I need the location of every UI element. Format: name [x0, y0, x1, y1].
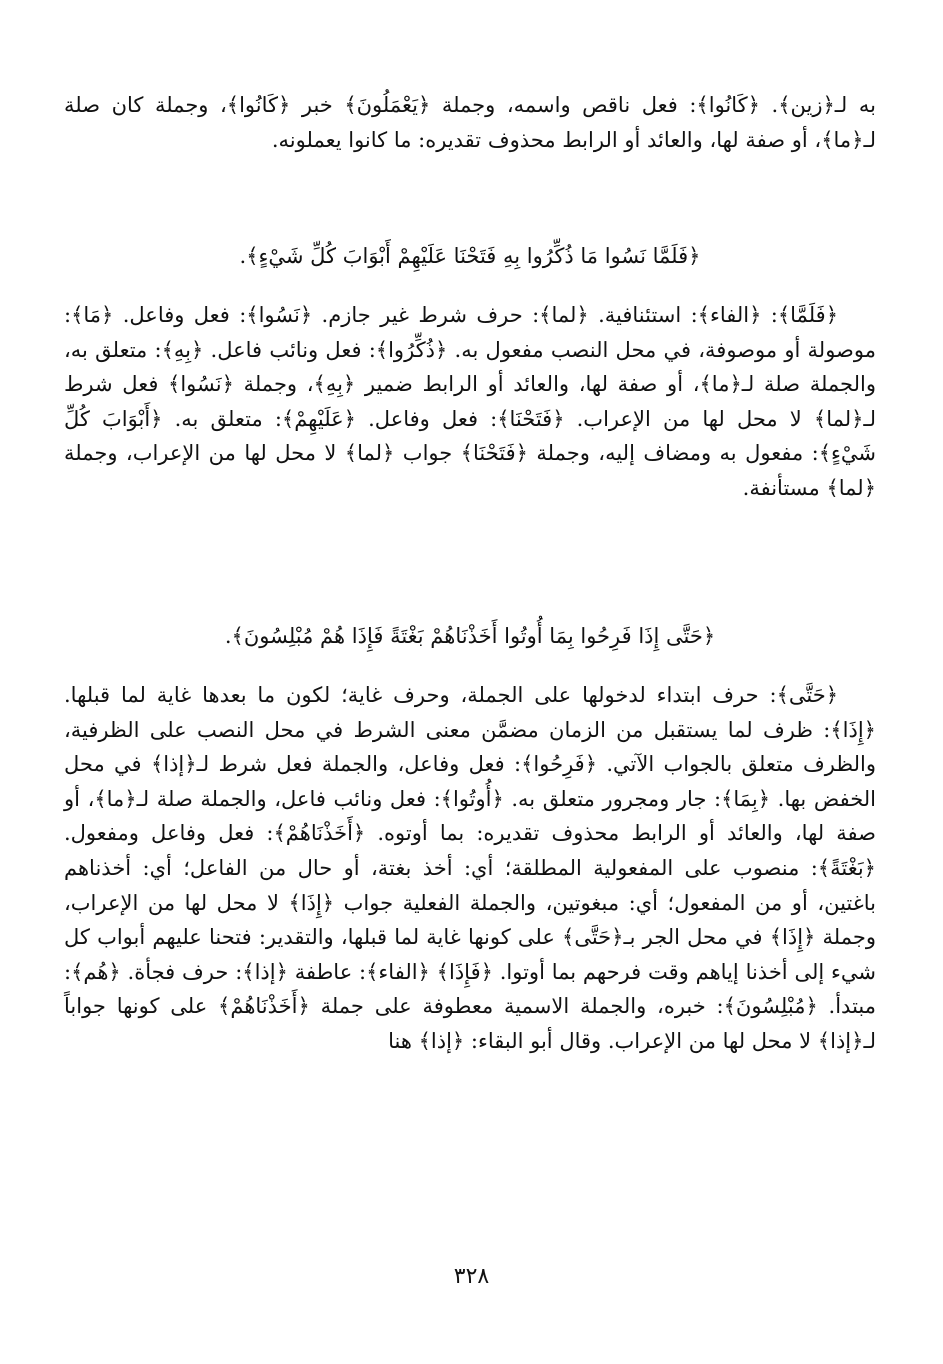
- paragraph-continuation: [64, 88, 876, 157]
- quran-verse-2: ﴿حَتَّى إِذَا فَرِحُوا بِمَا أُوتُوا أَخَذْنَاهُمْ بَغْتَةً فَإِذَا هُمْ مُبْلِسُونَ﴾.: [224, 624, 716, 648]
- paragraph-2: ﴿فَلَمَّا﴾: ﴿الفاء﴾: استئنافية. ﴿لما﴾: حرف شرط غير جازم. ﴿نَسُوا﴾: فعل وفاعل. ﴿مَا﴾: موصولة أو موصوفة، في محل النصب مفعول به. ﴿ذُكِّرُوا﴾: فعل ونائب فاعل. ﴿بِهِ﴾: متعلق به، والجملة صلة لـ﴿ما﴾، أو صفة لها، والعائد أو الرابط ضمير ﴿بِهِ﴾، وجملة ﴿نَسُوا﴾ فعل شرط لـ﴿لما﴾ لا محل لها من الإعراب. ﴿فَتَحْنَا﴾: فعل وفاعل. ﴿عَلَيْهِمْ﴾: متعلق به. ﴿أَبْوَابَ كُلِّ شَيْءٍ﴾: مفعول به ومضاف إليه، وجملة ﴿فَتَحْنَا﴾ جواب ﴿لما﴾ لا محل لها من الإعراب، وجملة ﴿لما﴾ مستأنفة.: [64, 303, 876, 500]
- paragraph-3: ﴿حَتَّى﴾: حرف ابتداء لدخولها على الجملة، وحرف غاية؛ لكون ما بعدها غاية لما قبلها. ﴿إِذَا﴾: ظرف لما يستقبل من الزمان مضمَّن معنى الشرط في محل النصب على الظرفية، والظرف متعلق بالجواب الآتي. ﴿فَرِحُوا﴾: فعل وفاعل، والجملة فعل شرط لـ﴿إذا﴾ في محل الخفض بها. ﴿بِمَا﴾: جار ومجرور متعلق به. ﴿أُوتُوا﴾: فعل ونائب فاعل، والجملة صلة لـ﴿ما﴾، أو صفة لها، والعائد أو الرابط محذوف تقديره: بما أوتوه. ﴿أَخَذْنَاهُمْ﴾: فعل وفاعل ومفعول. ﴿بَغْتَةً﴾: منصوب على المفعولية المطلقة؛ أي: أخذ بغتة، أو حال من الفاعل؛ أي: أخذناهم باغتين، أو من المفعول؛ أي: مبغوتين، والجملة الفعلية جواب ﴿إِذَا﴾ لا محل لها من الإعراب، وجملة ﴿إِذَا﴾ في محل الجر بـ﴿حَتَّى﴾ على كونها غاية لما قبلها، والتقدير: فتحنا عليهم أبواب كل شيء إلى أخذنا إياهم وقت فرحهم بما أوتوا. ﴿فَإِذَا﴾ ﴿الفاء﴾: عاطفة ﴿إذا﴾: حرف فجأة. ﴿هُم﴾: مبتدأ. ﴿مُبْلِسُونَ﴾: خبره، والجملة الاسمية معطوفة على جملة ﴿أَخَذْنَاهُمْ﴾ على كونها جواباً لـ﴿إذا﴾ لا محل لها من الإعراب. وقال أبو البقاء: ﴿إذا﴾ هنا: [64, 683, 876, 1053]
- quran-verse-1: ﴿فَلَمَّا نَسُوا مَا ذُكِّرُوا بِهِ فَتَحْنَا عَلَيْهِمْ أَبْوَابَ كُلِّ شَيْءٍ﴾.: [239, 244, 701, 268]
- paragraph-analysis-1: [64, 298, 876, 506]
- page-number: ٣٢٨: [453, 1264, 490, 1289]
- paragraph-analysis-2: [64, 678, 876, 1059]
- paragraph-1: به لـ﴿زين﴾. ﴿كَانُوا﴾: فعل ناقص واسمه، وجملة ﴿يَعْمَلُونَ﴾ خبر ﴿كَانُوا﴾، وجملة كان صلة لـ﴿ما﴾، أو صفة لها، والعائد أو الرابط محذوف تقديره: ما كانوا يعملونه.: [64, 93, 876, 152]
